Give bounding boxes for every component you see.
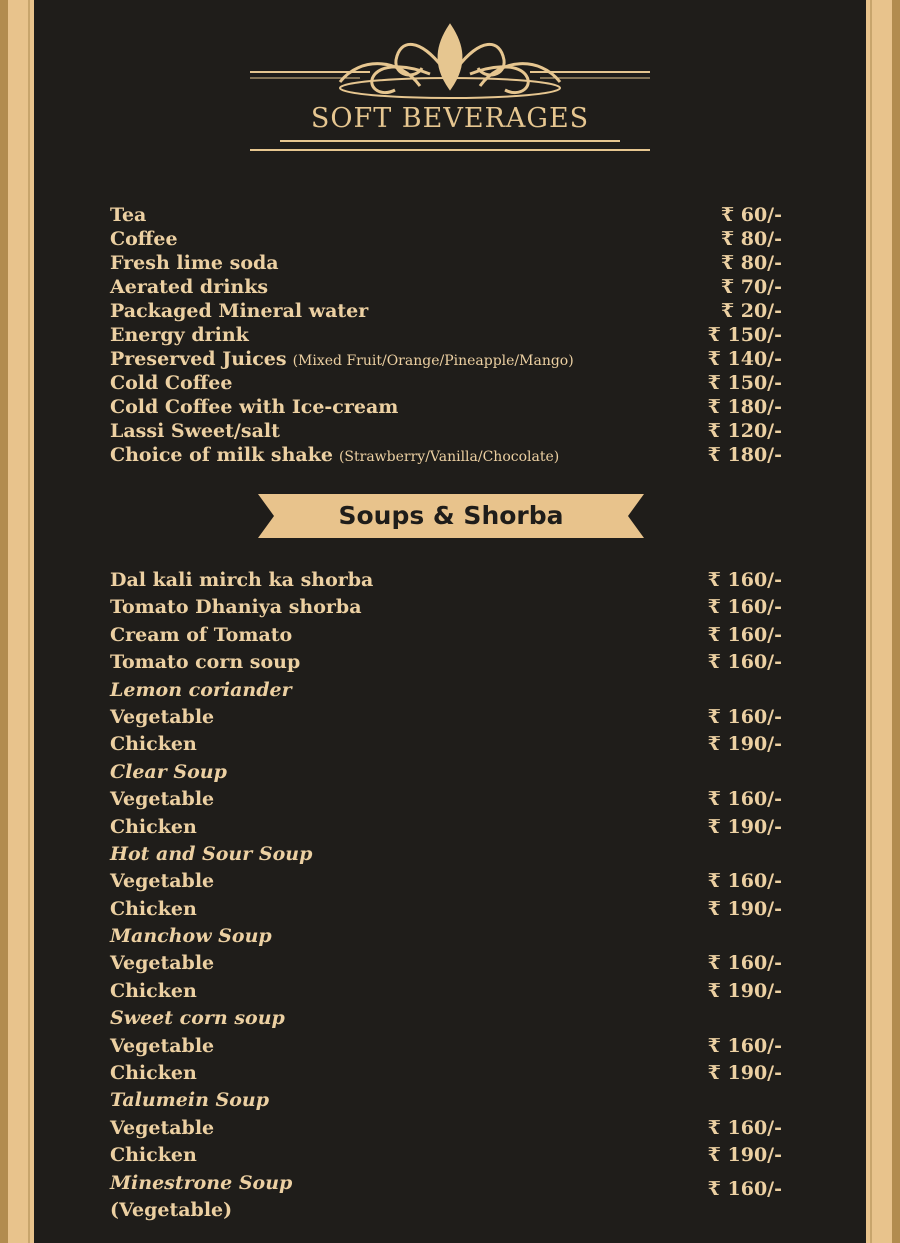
menu-item (110, 1060, 782, 1087)
item-name (110, 1087, 269, 1114)
item-label: Aerated drinks (110, 276, 269, 298)
item-price: ₹ 120/- (707, 420, 782, 442)
menu-item (110, 1033, 782, 1060)
menu-subheading (110, 841, 782, 868)
item-price: ₹ 160/- (707, 705, 782, 728)
menu-item (110, 950, 782, 977)
item-label: Minestrone Soup (110, 1171, 293, 1194)
item-description: (Strawberry/Vanilla/Chocolate) (338, 449, 560, 465)
item-label: Vegetable (110, 705, 215, 728)
item-price: ₹ 180/- (707, 444, 782, 466)
item-label: Chicken (110, 1062, 197, 1085)
menu-item (110, 896, 782, 923)
item-name (110, 786, 214, 813)
item-price: ₹ 160/- (707, 952, 782, 975)
menu-item (110, 731, 782, 758)
item-price: ₹ 80/- (720, 252, 782, 274)
item-label: Vegetable (110, 1116, 215, 1139)
menu-subheading (110, 677, 782, 704)
menu-subheading (110, 1170, 782, 1221)
item-name (110, 299, 368, 323)
item-name (110, 227, 178, 251)
item-label: Coffee (110, 228, 178, 250)
menu-item (110, 567, 782, 594)
item-name (110, 704, 214, 731)
item-price: ₹ 70/- (720, 276, 782, 298)
item-label: Packaged Mineral water (110, 300, 369, 322)
menu-item (110, 371, 782, 395)
item-name (110, 622, 292, 649)
item-name (110, 1170, 293, 1221)
item-name (110, 978, 197, 1005)
item-price: ₹ 160/- (707, 569, 782, 591)
item-name (110, 347, 574, 371)
item-label: Chicken (110, 1144, 197, 1167)
item-name (110, 814, 197, 841)
item-label: Dal kali mirch ka shorba (110, 569, 374, 591)
menu-item (110, 868, 782, 895)
item-label: Chicken (110, 979, 197, 1002)
right-border (866, 0, 900, 1243)
menu-item (110, 978, 782, 1005)
menu-item (110, 419, 782, 443)
item-name (110, 203, 146, 227)
menu-item (110, 594, 782, 621)
item-name (110, 371, 232, 395)
item-label: Chicken (110, 815, 197, 838)
item-name (110, 323, 249, 347)
item-price: ₹ 140/- (707, 348, 782, 370)
item-price: ₹ 160/- (707, 1034, 782, 1057)
item-label: Vegetable (110, 788, 215, 811)
item-price: ₹ 160/- (707, 596, 782, 619)
item-price: ₹ 20/- (720, 300, 782, 322)
item-name (110, 251, 279, 275)
item-name (110, 896, 197, 923)
item-price: ₹ 160/- (707, 623, 782, 646)
item-label: Cold Coffee (110, 372, 233, 394)
item-name (110, 1142, 197, 1169)
item-price: ₹ 160/- (707, 870, 782, 893)
item-label: Cold Coffee with Ice-cream (110, 396, 399, 418)
menu-item (110, 649, 782, 676)
item-price: ₹ 190/- (707, 1062, 782, 1085)
menu-subheading (110, 759, 782, 786)
item-price: ₹ 160/- (707, 1116, 782, 1139)
item-name (110, 841, 312, 868)
item-name (110, 759, 227, 786)
menu-item (110, 786, 782, 813)
header-ornament-icon (250, 8, 650, 158)
item-label: Vegetable (110, 1034, 215, 1057)
item-price: ₹ 160/- (707, 1178, 782, 1201)
menu-item (110, 299, 782, 323)
item-price: ₹ 160/- (707, 788, 782, 811)
item-label: Tomato Dhaniya shorba (110, 596, 362, 619)
item-name (110, 868, 214, 895)
item-label: Chicken (110, 897, 197, 920)
item-label: Hot and Sour Soup (110, 842, 313, 865)
menu-item (110, 1115, 782, 1142)
beverages-title: SOFT BEVERAGES (310, 103, 590, 134)
menu-item (110, 814, 782, 841)
item-name (110, 419, 280, 443)
beverages-list (110, 203, 782, 467)
item-label: Tea (110, 204, 147, 226)
item-name (110, 594, 362, 621)
item-label: Manchow Soup (110, 925, 272, 948)
item-name (110, 567, 373, 594)
item-price: ₹ 190/- (707, 897, 782, 920)
item-name (110, 1060, 197, 1087)
item-price: ₹ 150/- (707, 372, 782, 394)
item-name (110, 1115, 214, 1142)
menu-item (110, 622, 782, 649)
menu-item (110, 203, 782, 227)
menu-item (110, 275, 782, 299)
item-label: Choice of milk shake (110, 444, 333, 466)
menu-item (110, 443, 782, 467)
item-price: ₹ 60/- (720, 204, 782, 226)
menu-subheading (110, 1005, 782, 1032)
item-name (110, 275, 268, 299)
left-border (0, 0, 34, 1243)
item-name (110, 731, 197, 758)
menu-subheading (110, 923, 782, 950)
item-name (110, 1005, 285, 1032)
item-label: Lassi Sweet/salt (110, 420, 280, 442)
item-label: Cream of Tomato (110, 623, 293, 646)
item-label: Lemon coriander (110, 678, 292, 701)
item-label: Talumein Soup (110, 1089, 269, 1112)
item-label: Fresh lime soda (110, 252, 279, 274)
soups-ribbon (258, 494, 644, 538)
item-price: ₹ 80/- (720, 228, 782, 250)
menu-item (110, 347, 782, 371)
item-label: Chicken (110, 733, 197, 756)
item-description: (Mixed Fruit/Orange/Pineapple/Mango) (292, 353, 574, 369)
item-label: Vegetable (110, 870, 215, 893)
item-name (110, 395, 398, 419)
item-label: Sweet corn soup (110, 1007, 285, 1030)
menu-subheading (110, 1087, 782, 1114)
menu-item (110, 227, 782, 251)
soups-list (110, 567, 782, 1221)
item-name (110, 1033, 214, 1060)
item-sublabel: (Vegetable) (110, 1198, 233, 1221)
menu-item (110, 251, 782, 275)
item-price: ₹ 190/- (707, 815, 782, 838)
menu-item (110, 704, 782, 731)
menu-item (110, 395, 782, 419)
item-label: Clear Soup (110, 760, 227, 783)
item-label: Preserved Juices (110, 348, 287, 370)
item-price: ₹ 150/- (707, 324, 782, 346)
item-price: ₹ 190/- (707, 979, 782, 1002)
item-name (110, 677, 292, 704)
soups-title: Soups & Shorba (338, 501, 564, 530)
item-price: ₹ 180/- (707, 396, 782, 418)
item-price: ₹ 190/- (707, 1144, 782, 1167)
item-label: Tomato corn soup (110, 651, 301, 674)
item-price: ₹ 190/- (707, 733, 782, 756)
item-name (110, 649, 300, 676)
item-price: ₹ 160/- (707, 651, 782, 674)
menu-item (110, 1142, 782, 1169)
item-name (110, 443, 559, 467)
item-label: Energy drink (110, 324, 249, 346)
item-label: Vegetable (110, 952, 215, 975)
item-name (110, 950, 214, 977)
menu-item (110, 323, 782, 347)
item-name (110, 923, 272, 950)
